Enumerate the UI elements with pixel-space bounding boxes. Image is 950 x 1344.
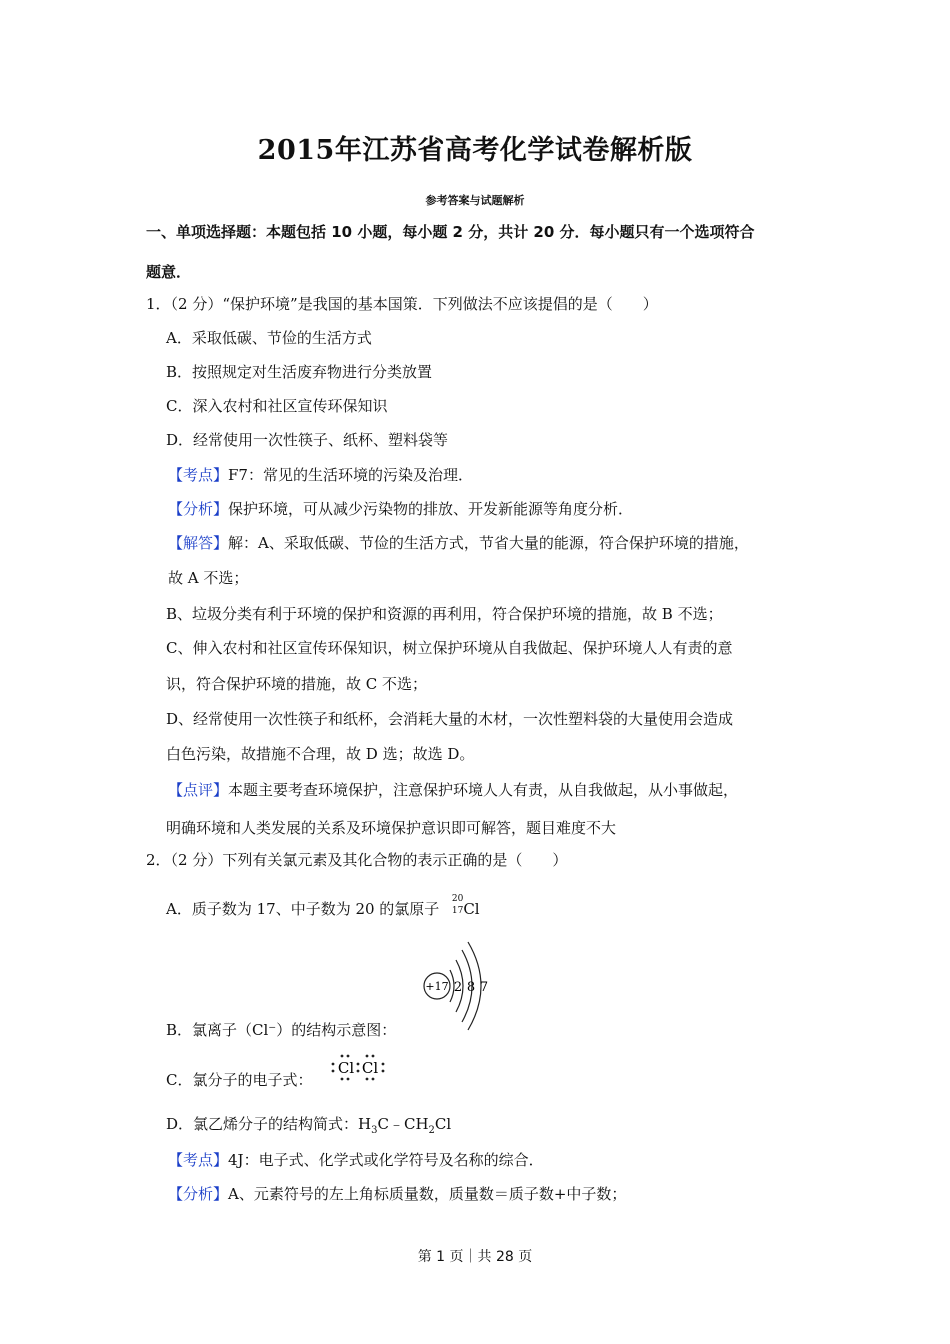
lewis-atom-2: Cl — [361, 1059, 379, 1077]
lewis-atom-1: Cl — [337, 1059, 355, 1077]
section-heading: 一、单项选择题：本题包括 10 小题，每小题 2 分，共计 20 分．每小题只有一个选项符合 — [146, 223, 755, 241]
q2-option-a: A．质子数为 17、中子数为 20 的氯原子 20 17 Cl — [166, 894, 480, 918]
q1-fenxi: 【分析】保护环境，可从减少污染物的排放、开发新能源等角度分析． — [168, 500, 634, 518]
page-title: 2015年江苏省高考化学试卷解析版 — [257, 135, 693, 166]
q1-dianping-2: 明确环境和人类发展的关系及环境保护意识即可解答，题目难度不大 — [166, 819, 617, 837]
jieda-tag: 【解答】 — [168, 534, 229, 552]
q2-kaodian: 【考点】4J：电子式、化学式或化学符号及名称的综合． — [168, 1151, 544, 1169]
kaodian-tag: 【考点】 — [168, 1151, 229, 1169]
q1-jieda-3: B、垃圾分类有利于环境的保护和资源的再利用，符合保护环境的措施，故 B 不选； — [166, 605, 723, 623]
q2-option-b: B．氯离子（Cl⁻）的结构示意图： — [166, 1021, 397, 1039]
q1-jieda-7: 白色污染，故措施不合理，故 D 选；故选 D。 — [166, 745, 475, 763]
q1-jieda-5: 识，符合保护环境的措施，故 C 不选； — [166, 675, 428, 693]
q1-option-d: D．经常使用一次性筷子、纸杯、塑料袋等 — [166, 431, 449, 449]
q1-option-a: A．采取低碳、节俭的生活方式 — [166, 329, 372, 347]
q2-fenxi: 【分析】A、元素符号的左上角标质量数，质量数＝质子数+中子数； — [168, 1185, 627, 1203]
fenxi-tag: 【分析】 — [168, 500, 229, 518]
chlorine-electron-dot-formula — [328, 1052, 388, 1082]
page-footer: 第 1 页｜共 28 页 — [417, 1249, 533, 1265]
fenxi-tag: 【分析】 — [168, 1185, 229, 1203]
nucleus-charge: +17 — [425, 980, 449, 993]
q1-stem: 1．（2 分）“保护环境”是我国的基本国策．下列做法不应该提倡的是（ ） — [146, 295, 658, 313]
shell-electrons-3: 7 — [479, 980, 489, 995]
page-subtitle: 参考答案与试题解析 — [425, 194, 525, 207]
q1-jieda-4: C、伸入农村和社区宣传环保知识，树立保护环境从自我做起、保护环境人人有责的意 — [166, 639, 733, 657]
shell-electrons-2: 8 — [466, 980, 476, 995]
shell-electrons-1: 2 — [453, 980, 463, 995]
q1-option-b: B．按照规定对生活废弃物进行分类放置 — [166, 363, 433, 381]
isotope-notation: 20 17 — [451, 894, 464, 916]
q1-jieda-6: D、经常使用一次性筷子和纸杯，会消耗大量的木材，一次性塑料袋的大量使用会造成 — [166, 710, 734, 728]
q1-jieda: 【解答】解：A、采取低碳、节俭的生活方式，节省大量的能源，符合保护环境的措施， — [168, 534, 749, 552]
q1-dianping: 【点评】本题主要考查环境保护，注意保护环境人人有责，从自我做起，从小事做起， — [168, 781, 739, 799]
q2-stem: 2．（2 分）下列有关氯元素及其化合物的表示正确的是（ ） — [146, 851, 568, 869]
q1-kaodian: 【考点】F7：常见的生活环境的污染及治理． — [168, 466, 473, 484]
dianping-tag: 【点评】 — [168, 781, 229, 799]
q2-option-c: C．氯分子的电子式： — [166, 1071, 313, 1089]
q1-jieda-2: 故 A 不选； — [168, 569, 249, 587]
kaodian-tag: 【考点】 — [168, 466, 229, 484]
section-heading-cont: 题意． — [146, 263, 192, 281]
q1-option-c: C．深入农村和社区宣传环保知识 — [166, 397, 388, 415]
q2-option-d: D．氯乙烯分子的结构简式：$H_3C﹣CH_2Cl$ — [166, 1115, 452, 1136]
chlorine-ion-structure-diagram — [418, 936, 498, 1036]
